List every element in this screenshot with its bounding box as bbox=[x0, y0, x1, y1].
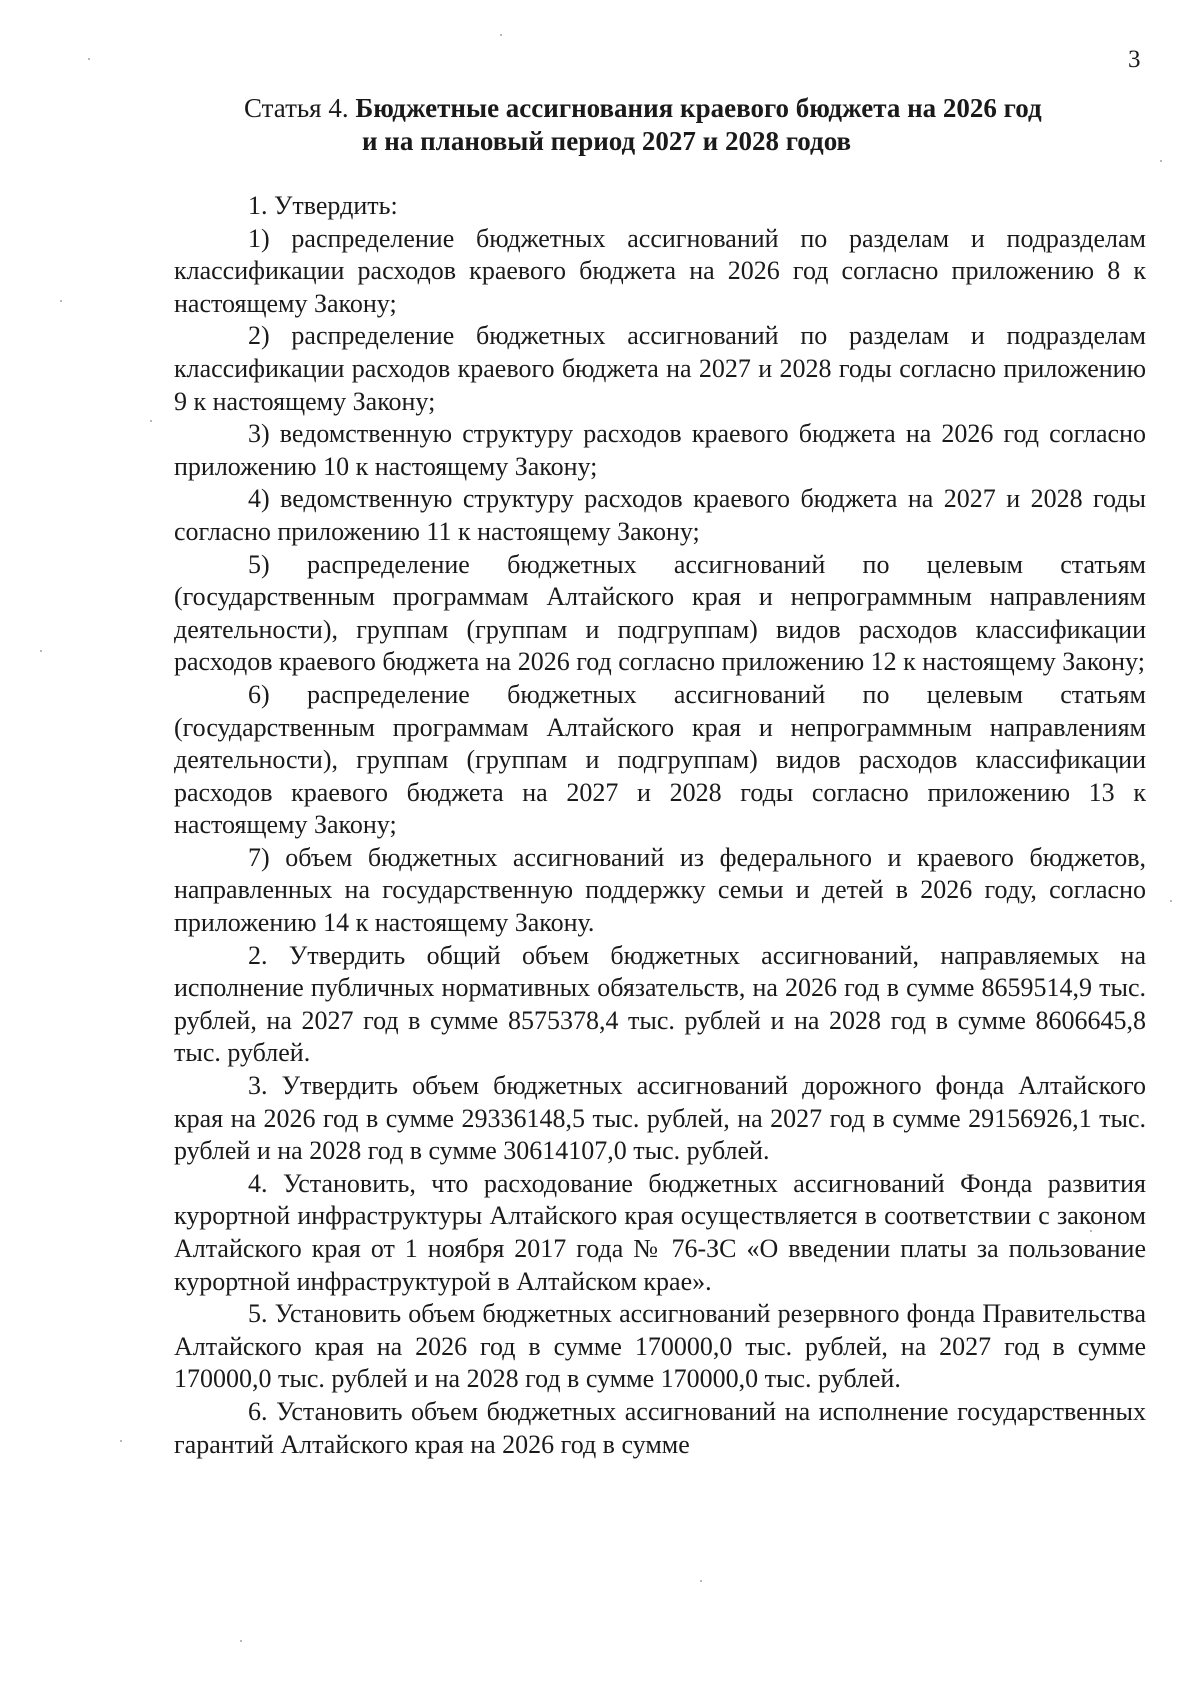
paragraph-item-1: 1) распределение бюджетных ассигнований по разделам и подразделам классификации расходов краевого бюджета на 2026 год согласно приложению 8 к настоящему Закону; bbox=[174, 223, 1146, 318]
paragraph-section-6: 6. Установить объем бюджетных ассигнований на исполнение государственных гарантий Алтайского края на 2026 год в сумме bbox=[174, 1396, 1146, 1459]
scan-speck bbox=[700, 1580, 702, 1582]
paragraph-item-3: 3) ведомственную структуру расходов краевого бюджета на 2026 год согласно приложению 10 к настоящему Закону; bbox=[174, 419, 1146, 481]
paragraph-section-3: 3. Утвердить объем бюджетных ассигнований дорожного фонда Алтайского края на 2026 год в сумме 29336148,5 тыс. рублей, на 2027 год в сумме 29156926,1 тыс. рублей и на 2028 год в сумме 30614107,0 тыс. рублей. bbox=[174, 1071, 1146, 1166]
article-number: Статья 4. bbox=[244, 93, 349, 123]
article-body bbox=[174, 190, 1146, 1461]
scan-speck bbox=[1170, 900, 1172, 902]
paragraph-item-2: 2) распределение бюджетных ассигнований по разделам и подразделам классификации расходов краевого бюджета на 2027 и 2028 годы согласно приложению 9 к настоящему Закону; bbox=[174, 321, 1146, 416]
paragraph-section-2: 2. Утвердить общий объем бюджетных ассигнований, направляемых на исполнение публичных нормативных обязательств, на 2026 год в сумме 8659514,9 тыс. рублей, на 2027 год в сумме 8575378,4 тыс. рублей и на 2028 год в сумме 8606645,8 тыс. рублей. bbox=[174, 940, 1146, 1068]
article-title: Бюджетные ассигнования краевого бюджета на 2026 год bbox=[355, 93, 1042, 123]
article-heading-line-1 bbox=[244, 92, 1148, 125]
paragraph-item-5: 5) распределение бюджетных ассигнований по целевым статьям (государственным программам Алтайского края и непрограммным направлениям деятельности), группам (группам и подгруппам) видов расходов классификации расходов краевого бюджета на 2026 год согласно приложению 12 к настоящему Закону; bbox=[174, 549, 1146, 677]
scan-speck bbox=[60, 300, 62, 302]
scan-speck bbox=[88, 58, 90, 60]
paragraph-section-4: 4. Установить, что расходование бюджетных ассигнований Фонда развития курортной инфраструктуры Алтайского края осуществляется в соответствии с законом Алтайского края от 1 ноября 2017 года № 76-ЗС «О введении платы за пользование курортной инфраструктурой в Алтайском крае». bbox=[174, 1168, 1146, 1296]
article-heading bbox=[244, 92, 1148, 158]
scan-speck bbox=[240, 1640, 242, 1642]
scan-speck bbox=[150, 420, 152, 422]
scan-speck bbox=[1160, 160, 1162, 162]
page-number: 3 bbox=[1128, 46, 1141, 73]
paragraph-item-7: 7) объем бюджетных ассигнований из федерального и краевого бюджетов, направленных на государственную поддержку семьи и детей в 2026 году, согласно приложению 14 к настоящему Закону. bbox=[174, 842, 1146, 938]
paragraph-item-4: 4) ведомственную структуру расходов краевого бюджета на 2027 и 2028 годы согласно приложению 11 к настоящему Закону; bbox=[174, 484, 1146, 546]
paragraph-item-6: 6) распределение бюджетных ассигнований по целевым статьям (государственным программам Алтайского края и непрограммным направлениям деятельности), группам (группам и подгруппам) видов расходов классификации расходов краевого бюджета на 2027 и 2028 годы согласно приложению 13 к настоящему Закону; bbox=[174, 679, 1146, 840]
paragraph-section-5: 5. Установить объем бюджетных ассигнований резервного фонда Правительства Алтайского края на 2026 год в сумме 170000,0 тыс. рублей, на 2027 год в сумме 170000,0 тыс. рублей и на 2028 год в сумме 170000,0 тыс. рублей. bbox=[174, 1299, 1146, 1394]
scan-speck bbox=[40, 650, 42, 652]
scan-speck bbox=[500, 34, 502, 36]
scan-speck bbox=[1090, 1230, 1092, 1232]
paragraph-approve: 1. Утвердить: bbox=[248, 191, 398, 220]
article-heading-line-2: и на плановый период 2027 и 2028 годов bbox=[362, 126, 852, 156]
scan-speck bbox=[120, 1440, 122, 1442]
